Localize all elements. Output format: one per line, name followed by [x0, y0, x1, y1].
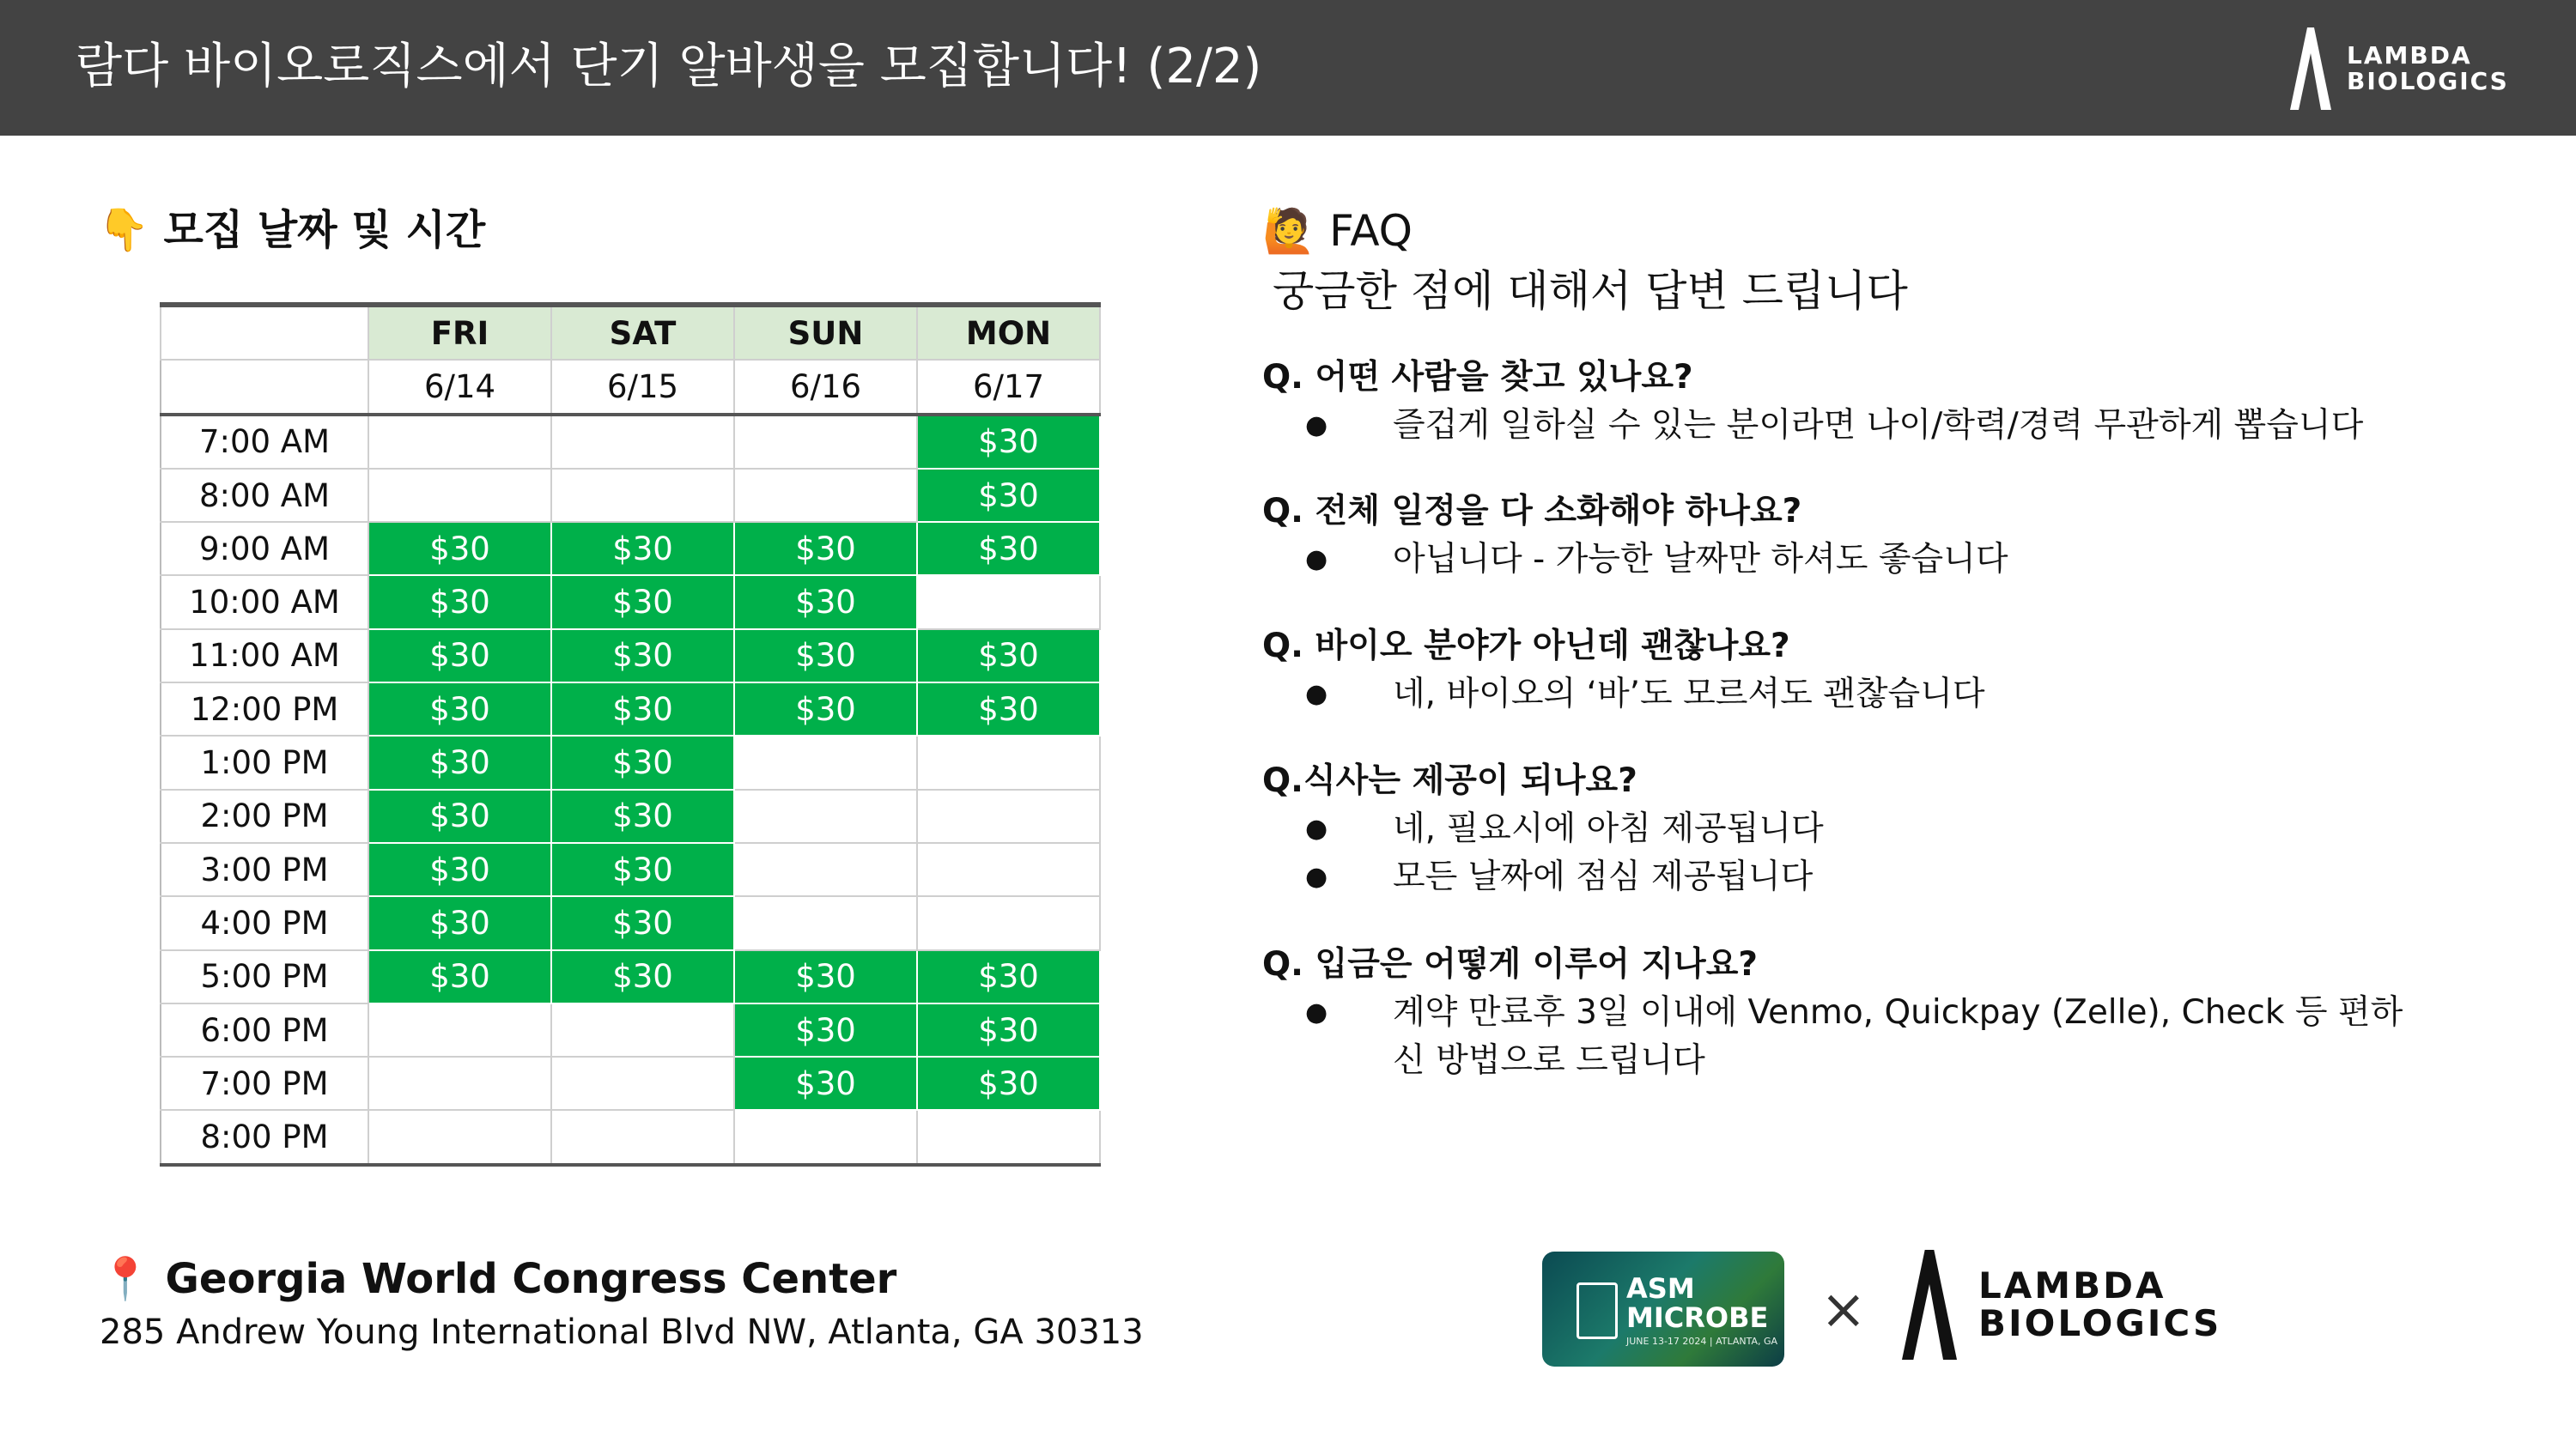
schedule-row	[161, 843, 1100, 896]
empty-cell	[368, 1003, 551, 1057]
date-cell: 6/17	[917, 360, 1100, 414]
logo-word-biologics: BIOLOGICS	[2347, 67, 2509, 95]
bullet-icon: ●	[1305, 862, 1328, 892]
pay-cell: $30	[551, 682, 734, 736]
schedule-heading-text: 모집 날짜 및 시간	[163, 206, 486, 254]
pay-cell: $30	[551, 896, 734, 949]
logo-word-lambda: LAMBDA	[1978, 1264, 2166, 1307]
date-cell: 6/14	[368, 360, 551, 414]
pay-cell: $30	[734, 682, 917, 736]
schedule-row	[161, 575, 1100, 628]
pay-cell: $30	[551, 950, 734, 1003]
schedule-row	[161, 736, 1100, 789]
pay-cell: $30	[917, 950, 1100, 1003]
venue-address: 285 Andrew Young International Blvd NW, Atlanta, GA 30313	[100, 1313, 1144, 1352]
date-cell: 6/16	[734, 360, 917, 414]
pay-cell: $30	[368, 629, 551, 682]
empty-cell	[368, 415, 551, 469]
corner-cell	[161, 305, 368, 360]
time-slot-label: 8:00 AM	[161, 469, 368, 522]
faq-answer: ● 아닙니다 - 가능한 날짜만 하셔도 좋습니다	[1262, 536, 2464, 584]
bullet-icon: ●	[1305, 679, 1328, 709]
header-bar	[0, 0, 2576, 136]
empty-cell	[551, 469, 734, 522]
empty-cell	[368, 1110, 551, 1164]
page-title: 람다 바이오로직스에서 단기 알바생을 모집합니다! (2/2)	[76, 39, 1262, 94]
pay-cell: $30	[368, 736, 551, 789]
pay-cell: $30	[917, 1057, 1100, 1110]
time-slot-label: 12:00 PM	[161, 682, 368, 736]
pay-cell: $30	[917, 522, 1100, 575]
bullet-icon: ●	[1305, 410, 1328, 440]
empty-cell	[917, 736, 1100, 789]
faq-answer: ● 계약 만료후 3일 이내에 Venmo, Quickpay (Zelle), Check 등 편하신 방법으로 드립니다	[1262, 989, 2430, 1085]
faq-question: Q. 전체 일정을 다 소화해야 하나요?	[1262, 492, 1802, 530]
pay-cell: $30	[734, 950, 917, 1003]
schedule-row	[161, 1057, 1100, 1110]
pay-cell: $30	[734, 575, 917, 628]
time-slot-label: 6:00 PM	[161, 1003, 368, 1057]
time-slot-label: 7:00 PM	[161, 1057, 368, 1110]
schedule-row	[161, 790, 1100, 843]
corner-cell	[161, 360, 368, 414]
faq-item	[1262, 622, 2464, 718]
faq-subtitle: 궁금한 점에 대해서 답변 드립니다	[1273, 266, 1908, 316]
faq-answer: ● 즐겁게 일하실 수 있는 분이라면 나이/학력/경력 무관하게 뽑습니다	[1262, 402, 2464, 450]
asm-microbe-logo	[1542, 1252, 1784, 1367]
empty-cell	[368, 1057, 551, 1110]
time-slot-label: 3:00 PM	[161, 843, 368, 896]
schedule-heading	[98, 204, 485, 256]
schedule-row	[161, 469, 1100, 522]
schedule-row	[161, 682, 1100, 736]
time-slot-label: 11:00 AM	[161, 629, 368, 682]
time-slot-label: 5:00 PM	[161, 950, 368, 1003]
empty-cell	[734, 415, 917, 469]
empty-cell	[734, 843, 917, 896]
time-slot-label: 2:00 PM	[161, 790, 368, 843]
pay-cell: $30	[917, 1003, 1100, 1057]
day-header-sun: SUN	[734, 305, 917, 360]
lambda-logo-header	[2288, 27, 2509, 110]
pay-cell: $30	[734, 1057, 917, 1110]
schedule-row	[161, 950, 1100, 1003]
empty-cell	[734, 896, 917, 949]
lambda-logo-icon	[2288, 27, 2333, 110]
pay-cell: $30	[551, 522, 734, 575]
faq-answer: ● 네, 바이오의 ‘바’도 모르셔도 괜찮습니다	[1262, 670, 2464, 718]
faq-question: Q. 어떤 사람을 찾고 있나요?	[1262, 358, 1693, 397]
pay-cell: $30	[734, 629, 917, 682]
pay-cell: $30	[551, 736, 734, 789]
empty-cell	[917, 843, 1100, 896]
pay-cell: $30	[368, 843, 551, 896]
times-icon: ×	[1820, 1278, 1867, 1342]
faq-item	[1262, 488, 2464, 584]
day-header-row	[161, 305, 1100, 360]
pay-cell: $30	[368, 950, 551, 1003]
empty-cell	[734, 790, 917, 843]
empty-cell	[551, 1110, 734, 1164]
schedule-row	[161, 629, 1100, 682]
empty-cell	[917, 790, 1100, 843]
pay-cell: $30	[368, 575, 551, 628]
time-slot-label: 10:00 AM	[161, 575, 368, 628]
empty-cell	[734, 1110, 917, 1164]
faq-answer: ● 네, 필요시에 아침 제공됩니다	[1262, 805, 2464, 853]
schedule-row	[161, 896, 1100, 949]
day-header-mon: MON	[917, 305, 1100, 360]
logo-word-biologics: BIOLOGICS	[1978, 1302, 2222, 1344]
empty-cell	[551, 1057, 734, 1110]
empty-cell	[734, 736, 917, 789]
faq-item	[1262, 354, 2464, 450]
empty-cell	[551, 1003, 734, 1057]
bullet-icon: ●	[1305, 814, 1328, 844]
faq-question: Q. 바이오 분야가 아닌데 괜찮나요?	[1262, 627, 1790, 665]
pay-cell: $30	[368, 522, 551, 575]
pay-cell: $30	[917, 682, 1100, 736]
logo-word-lambda: LAMBDA	[2347, 41, 2472, 70]
pay-cell: $30	[917, 629, 1100, 682]
empty-cell	[917, 1110, 1100, 1164]
pay-cell: $30	[368, 790, 551, 843]
faq-question: Q. 입금은 어떻게 이루어 지나요?	[1262, 945, 1758, 984]
schedule-row	[161, 522, 1100, 575]
asm-title: ASM MICROBE	[1626, 1272, 1769, 1334]
pay-cell: $30	[368, 682, 551, 736]
date-cell: 6/15	[551, 360, 734, 414]
day-header-fri: FRI	[368, 305, 551, 360]
pay-cell: $30	[917, 469, 1100, 522]
pay-cell: $30	[734, 1003, 917, 1057]
empty-cell	[917, 575, 1100, 628]
faq-question: Q.식사는 제공이 되나요?	[1262, 761, 1637, 800]
time-slot-label: 8:00 PM	[161, 1110, 368, 1164]
schedule-row	[161, 415, 1100, 469]
bullet-icon: ●	[1305, 544, 1328, 574]
pay-cell: $30	[551, 843, 734, 896]
schedule-body	[161, 415, 1100, 1165]
venue-name: 📍 Georgia World Congress Center	[100, 1255, 897, 1303]
pointing-down-icon: 👇	[98, 206, 149, 254]
empty-cell	[917, 896, 1100, 949]
day-header-sat: SAT	[551, 305, 734, 360]
bullet-icon: ●	[1305, 997, 1328, 1028]
faq-answer: ● 모든 날짜에 점심 제공됩니다	[1262, 853, 2464, 901]
time-slot-label: 7:00 AM	[161, 415, 368, 469]
schedule-row	[161, 1110, 1100, 1164]
pin-icon: 📍	[100, 1255, 151, 1303]
time-slot-label: 9:00 AM	[161, 522, 368, 575]
faq-heading-text: FAQ	[1329, 206, 1413, 256]
schedule-row	[161, 1003, 1100, 1057]
empty-cell	[551, 415, 734, 469]
time-slot-label: 4:00 PM	[161, 896, 368, 949]
asm-subtitle: JUNE 13-17 2024 | ATLANTA, GA	[1626, 1336, 1778, 1347]
lambda-logo-icon	[1899, 1250, 1959, 1360]
date-row	[161, 360, 1100, 414]
pay-cell: $30	[734, 522, 917, 575]
pay-cell: $30	[551, 790, 734, 843]
pay-cell: $30	[917, 415, 1100, 469]
raising-hand-icon: 🙋	[1262, 206, 1316, 256]
pay-cell: $30	[551, 629, 734, 682]
faq-heading	[1262, 204, 1413, 258]
time-slot-label: 1:00 PM	[161, 736, 368, 789]
faq-item	[1262, 941, 2430, 1085]
pay-cell: $30	[368, 896, 551, 949]
schedule-table	[160, 302, 1101, 1167]
pay-cell: $30	[551, 575, 734, 628]
microscope-icon	[1577, 1282, 1618, 1339]
lambda-logo-footer	[1899, 1250, 2221, 1360]
empty-cell	[734, 469, 917, 522]
faq-item	[1262, 757, 2464, 901]
empty-cell	[368, 469, 551, 522]
